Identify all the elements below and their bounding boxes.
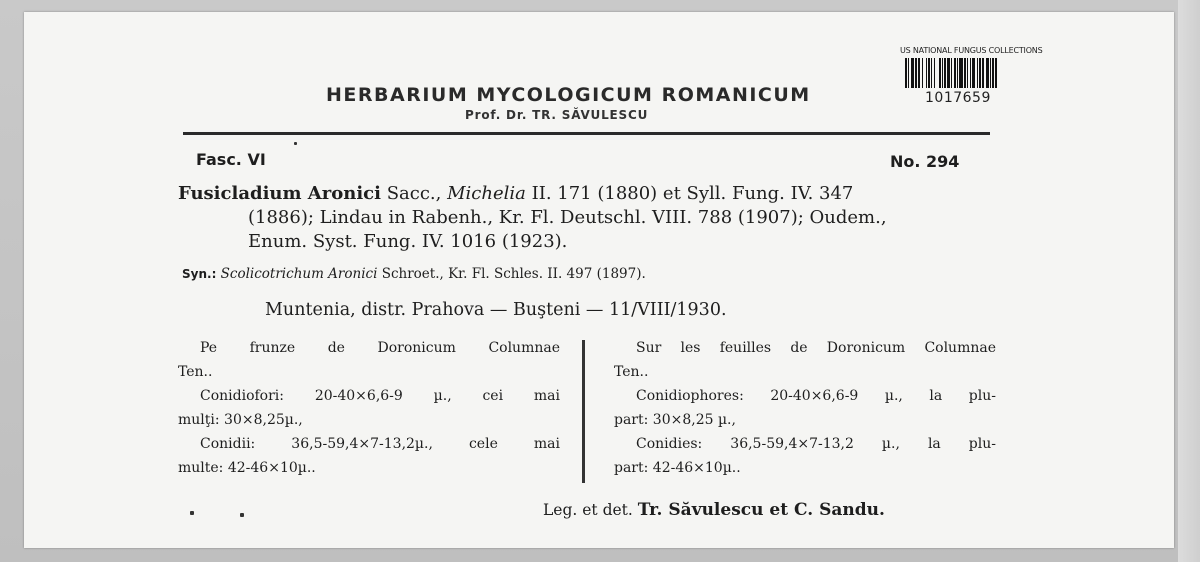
citation-author: Sacc., [380, 183, 448, 204]
ro-line-2: Ten.. [178, 364, 213, 380]
synonym-name: Scolicotrichum Aronici [220, 266, 378, 282]
synonym-label: Syn.: [182, 267, 217, 281]
barcode-image [905, 58, 1035, 88]
citation-line-3: Enum. Syst. Fung. IV. 1016 (1923). [248, 231, 568, 252]
herbarium-title: HERBARIUM MYCOLOGICUM ROMANICUM [326, 84, 811, 106]
specimen-number: No. 294 [890, 152, 960, 171]
fr-line-4: part: 30×8,25 µ., [614, 412, 736, 428]
citation-journal: Michelia [447, 183, 526, 204]
citation-line-2: (1886); Lindau in Rabenh., Kr. Fl. Deutschl. VIII. 788 (1907); Oudem., [248, 207, 887, 228]
citation-reference: II. 171 (1880) et Syll. Fung. IV. 347 [525, 183, 854, 204]
description-french [614, 336, 996, 480]
barcode-caption: US NATIONAL FUNGUS COLLECTIONS [900, 46, 1043, 55]
ink-speck [190, 511, 194, 515]
fr-line-3: Conidiophores: 20-40×6,6-9 µ., la plu- [636, 388, 996, 404]
ink-speck [294, 142, 297, 145]
locality: Muntenia, distr. Prahova — Buşteni — 11/VIII/1930. [265, 300, 727, 320]
taxon-name: Fusicladium Aronici [178, 183, 381, 204]
synonym-reference: Schroet., Kr. Fl. Schles. II. 497 (1897). [377, 266, 646, 282]
synonym [182, 266, 646, 282]
barcode-stripe [995, 58, 997, 88]
herbarium-subtitle: Prof. Dr. TR. SĂVULESCU [465, 108, 649, 122]
ro-line-6: multe: 42-46×10µ.. [178, 460, 316, 476]
sheet-edge [1178, 0, 1200, 562]
fr-line-5: Conidies: 36,5-59,4×7-13,2 µ., la plu- [636, 436, 996, 452]
header-rule [183, 132, 990, 135]
ro-line-4: mulţi: 30×8,25µ., [178, 412, 303, 428]
ink-speck [240, 513, 244, 517]
citation-line-1 [178, 182, 990, 206]
fr-line-2: Ten.. [614, 364, 649, 380]
ro-line-5: Conidii: 36,5-59,4×7-13,2µ., cele mai [200, 436, 560, 452]
description-romanian [178, 336, 560, 480]
taxon-citation [178, 182, 990, 254]
fr-line-6: part: 42-46×10µ.. [614, 460, 741, 476]
ro-line-1: Pe frunze de Doronicum Columnae [200, 340, 560, 356]
collector-name-1: Tr. Săvulescu [637, 500, 764, 520]
ro-line-3: Conidiofori: 20-40×6,6-9 µ., cei mai [200, 388, 560, 404]
collector-name-2: C. Sandu. [794, 500, 885, 520]
fascicle-label: Fasc. VI [196, 150, 266, 169]
fr-line-1: Sur les feuilles de Doronicum Columnae [636, 340, 996, 356]
barcode-number: 1017659 [925, 90, 991, 106]
column-divider [582, 340, 585, 483]
collector-conjunction: et [763, 500, 794, 520]
collector-line [543, 500, 885, 520]
collector-prefix: Leg. et det. [543, 501, 638, 519]
